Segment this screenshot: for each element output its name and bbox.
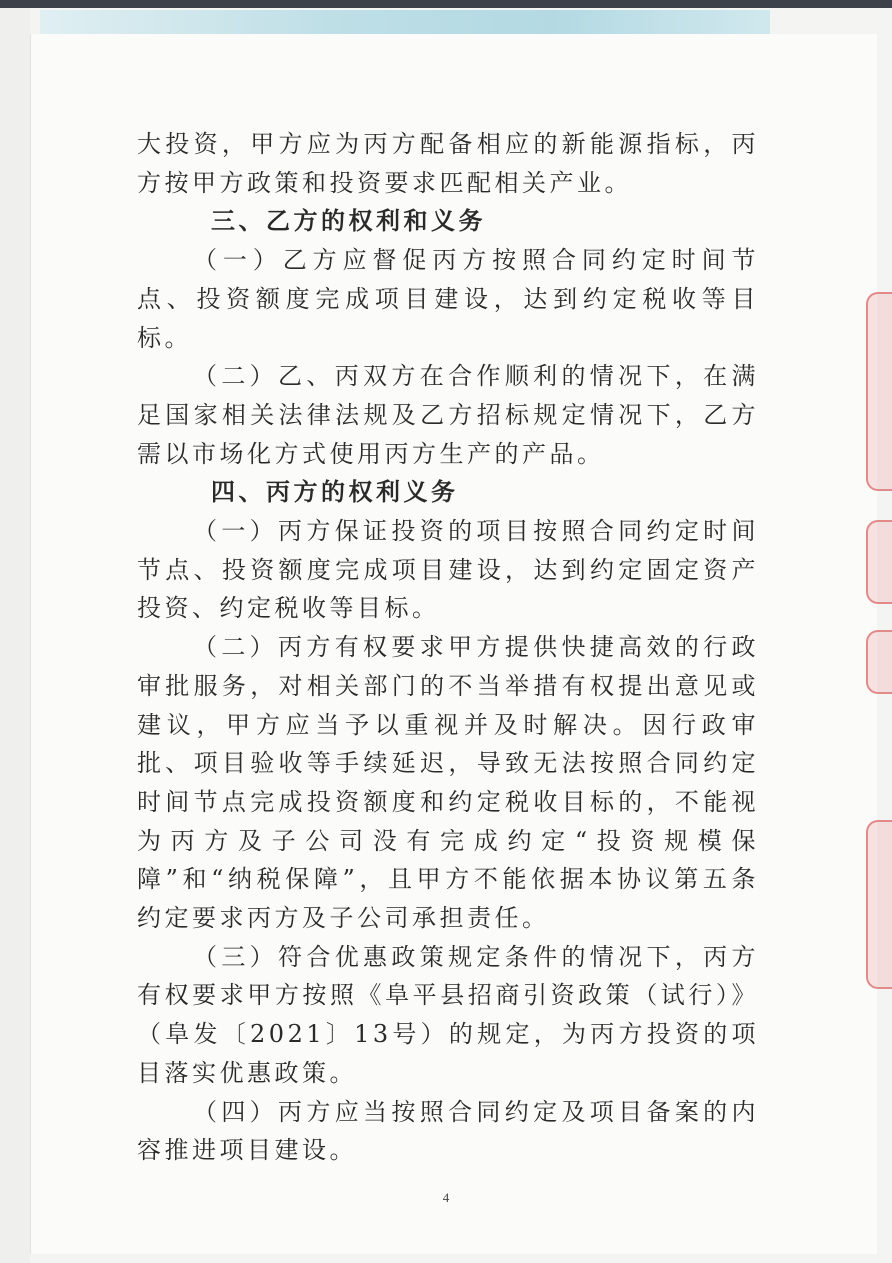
paragraph: （四）丙方应当按照合同约定及项目备案的内容推进项目建设。 [137, 1097, 759, 1165]
seal-fragment [866, 520, 892, 604]
seal-fragment [866, 630, 892, 694]
paragraph: 大投资，甲方应为丙方配备相应的新能源指标，丙方按甲方政策和投资要求匹配相关产业。 [137, 130, 759, 197]
section-heading: 三、乙方的权利和义务 [211, 206, 486, 236]
scan-top-border [0, 0, 892, 8]
paragraph: （二）乙、丙双方在合作顺利的情况下，在满足国家相关法律法规及乙方招标规定情况下，乙方需以市场化方式使用丙方生产的产品。 [137, 362, 759, 468]
section-heading: 四、丙方的权利义务 [211, 477, 459, 507]
paragraph: （三）符合优惠政策规定条件的情况下，丙方有权要求甲方按照《阜平县招商引资政策（试行）》（阜发〔2021〕13号）的规定，为丙方投资的项目落实优惠政策。 [137, 942, 759, 1087]
scan-blue-strip [40, 10, 770, 34]
page-number: 4 [442, 1190, 450, 1205]
paragraph: （一）丙方保证投资的项目按照合同约定时间节点、投资额度完成项目建设，达到约定固定资产投资、约定税收等目标。 [137, 517, 759, 623]
scan-left-edge [0, 0, 30, 1263]
seal-fragment [866, 292, 892, 491]
seal-fragment [866, 820, 892, 989]
document-body [137, 125, 759, 1170]
paragraph: （二）丙方有权要求甲方提供快捷高效的行政审批服务，对相关部门的不当举措有权提出意见或建议，甲方应当予以重视并及时解决。因行政审批、项目验收等手续延迟，导致无法按照合同约定时间节点完成投资额度和约定税收目标的，不能视为丙方及子公司没有完成约定“投资规模保障”和“纳税保障”，且甲方不能依据本协议第五条约定要求丙方及子公司承担责任。 [137, 633, 759, 933]
paragraph: （一）乙方应督促丙方按照合同约定时间节点、投资额度完成项目建设，达到约定税收等目标。 [137, 246, 759, 352]
